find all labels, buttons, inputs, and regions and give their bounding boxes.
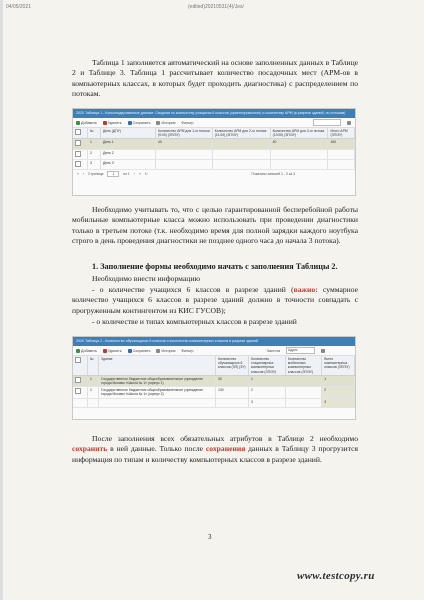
page-input[interactable]: 1 — [107, 171, 119, 177]
table2-title: 2020 Таблица 2 - Количество обучающихся 6 классов и количество компьютерных классов в разрезе зданий — [73, 337, 355, 346]
table2-search-input[interactable]: Адрес — [286, 347, 315, 354]
table1-history-button[interactable]: История — [156, 121, 175, 125]
page-number: 3 — [208, 533, 212, 541]
pager-record-count: Показано записей 1 - 3 из 3 — [251, 172, 295, 177]
section-item-classes: - о количестве и типах компьютерных классов в разрезе зданий — [92, 317, 297, 326]
paragraph-save-instructions: После заполнения всех обязательных атрибутов в Таблице 2 необходимо сохранить в ней данные. Только после сохранения данных в Таблицу 3 прогрузится информация по типам и количеству компьютерных классов в разрезе зданий. — [72, 434, 359, 464]
section-heading: 1. Заполнение формы необходимо начать с заполнения Таблицы 2. — [92, 262, 338, 271]
save-icon — [128, 121, 132, 125]
paragraph-mobile-classes: Необходимо учитывать то, что с целью гарантированной бесперебойной работы мобильные компьютерные класса можно использовать при проведении диагностики только в третьем потоке (т.к. необходимо время для полной зарядки каждого ноутбука строго в день проведения диагностики не позднее одного часа до начала 3 потока). — [72, 205, 358, 246]
table2-header-row — [73, 356, 355, 375]
table1-col-number: № — [88, 128, 101, 139]
table2-col-stationary: Количество стационарных компьютерных классов (ЗП/ЗУ) — [248, 356, 285, 375]
select-all-checkbox[interactable] — [75, 129, 81, 135]
delete-icon — [103, 349, 107, 353]
search-icon[interactable] — [321, 349, 325, 353]
delete-icon — [103, 121, 107, 125]
row-checkbox[interactable] — [75, 140, 81, 146]
scan-edge — [0, 0, 3, 600]
table-row[interactable]: 1 День 1 40 40 160 — [73, 139, 355, 149]
table1-pager: « ‹ Страница 1 из 1 › » ↻ Показано записей 1 - 3 из 3 — [77, 172, 295, 177]
row-checkbox[interactable] — [75, 151, 81, 157]
table2-save-button[interactable]: Сохранить — [128, 349, 151, 353]
table1-delete-button[interactable]: Удалить — [103, 121, 122, 125]
table1-save-button[interactable]: Сохранить — [128, 121, 151, 125]
table2-col-number: № — [88, 356, 99, 375]
table2-delete-button[interactable]: Удалить — [103, 349, 122, 353]
table1-col-day: День (ДПУ) — [101, 128, 156, 139]
table1-search-input[interactable] — [313, 119, 341, 126]
watermark-logo: www.testcopy.ru — [297, 570, 375, 582]
table2-col-mobile: Количество мобильных компьютерных классов (ЗП/ЗУ) — [285, 356, 321, 375]
table2-filter-button[interactable]: Фильтр — [181, 348, 194, 353]
history-icon — [156, 349, 160, 353]
table2-toolbar — [73, 346, 355, 356]
table1-col-stream1: Количество АРМ для 1-го потока (9:00) (ЗП/ЗУ) — [156, 128, 213, 139]
refresh-icon[interactable]: ↻ — [144, 172, 148, 177]
table1-add-button[interactable]: Добавить — [76, 121, 97, 125]
row-checkbox[interactable] — [75, 388, 81, 394]
pager-first-icon[interactable]: « — [77, 172, 79, 177]
pager-prev-icon[interactable]: ‹ — [82, 172, 85, 177]
header-date: 04/05/2021 — [6, 4, 32, 10]
table2-col-total: Всего компьютерных классов (ЗП/ЗУ) — [322, 356, 355, 375]
plus-icon — [76, 121, 80, 125]
table-row: 3 3 — [73, 398, 355, 407]
table1-title: 2020 Таблица 1 - Консолидированные данные. Сводная по количеству учащихся 6 классов (ориентировочное) и количеству АРМ (в разрезе зданий, по потокам) — [73, 109, 355, 118]
table-row[interactable]: 2 День 2 — [73, 149, 355, 159]
table1-toolbar — [73, 118, 355, 128]
paragraph-table1-intro: Таблица 1 заполняется автоматический на основе заполненных данных в Таблице 2 и Таблице 3. Таблица 1 рассчитывает количество посадочных мест (АРМ-ов в компьютерных классах, в которых будет проходить диагностика) с распределением по потокам. — [72, 58, 358, 99]
select-all-checkbox[interactable] — [75, 357, 81, 363]
section-item-students: - о количестве учащихся 6 классов в разрезе зданий (важно: суммарное количество учащихся 6 классов в разрезе зданий должно в точности совпадать с прогруженным контингентом из КИС ГУСОВ); — [72, 285, 358, 315]
table2-add-button[interactable]: Добавить — [76, 349, 97, 353]
history-icon — [156, 121, 160, 125]
table1-filter-button[interactable]: Фильтр — [181, 120, 194, 125]
pager-next-icon[interactable]: › — [133, 172, 135, 177]
table2-history-button[interactable]: История — [156, 349, 175, 353]
save-icon — [128, 349, 132, 353]
table1-grid — [73, 128, 355, 170]
header-reference: (edited)20210531(4)/Jes/ — [188, 4, 244, 10]
table2-screenshot — [72, 336, 356, 420]
table1-col-stream3: Количество АРМ для 3-го потока (13:00) (ЗП/ЗУ) — [270, 128, 328, 139]
table2-search-label: Частота — [266, 348, 280, 353]
pager-last-icon[interactable]: » — [138, 172, 141, 177]
table-row[interactable]: 1 Государственное бюджетное общеобразовательное учреждение города Москвы «Школа № 1» (корпус 1) 30 1 1 — [73, 375, 355, 386]
plus-icon — [76, 349, 80, 353]
row-checkbox[interactable] — [75, 161, 81, 167]
table1-col-stream2: Количество АРМ для 2-го потока (11:00) (ЗП/ЗУ) — [212, 128, 270, 139]
section-intro: Необходимо внести информацию — [92, 274, 201, 283]
table2-grid — [73, 356, 355, 408]
table2-col-students: Количество обучающихся 6 классов (ЗП) (ЗУ) — [216, 356, 249, 375]
table2-col-building: Здание — [99, 356, 216, 375]
table-row[interactable]: 2 Государственное бюджетное общеобразовательное учреждение города Москвы «Школа № 1» (корпус 2) 130 2 2 — [73, 387, 355, 398]
table-row[interactable]: 3 День 3 — [73, 159, 355, 169]
table1-header-row — [73, 128, 355, 139]
table1-screenshot — [72, 108, 356, 196]
search-icon[interactable] — [347, 121, 351, 125]
table1-col-total: Итого АРМ (ЗП/ЗУ) — [328, 128, 355, 139]
row-checkbox[interactable] — [75, 377, 81, 383]
